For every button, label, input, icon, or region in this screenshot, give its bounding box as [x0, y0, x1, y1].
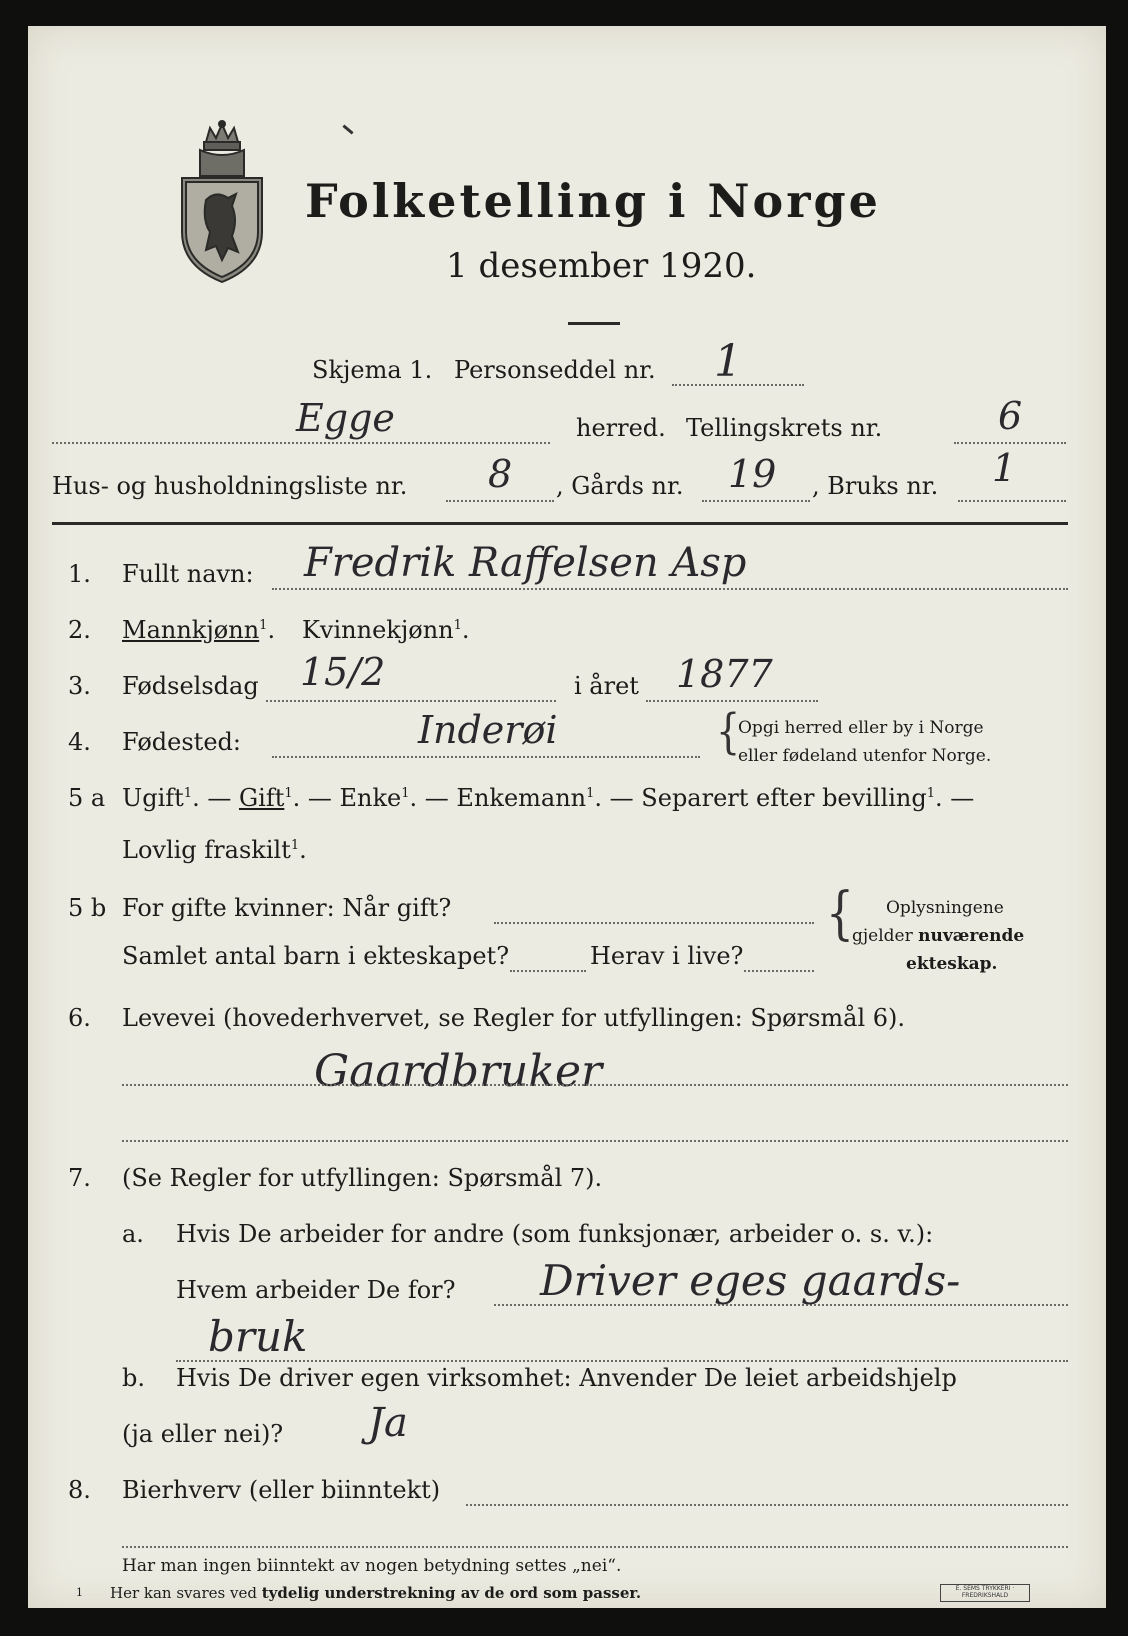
title-divider — [568, 322, 620, 325]
q6-label: Levevei (hovederhvervet, se Regler for utfyllingen: Spørsmål 6). — [122, 1004, 906, 1032]
q7-label: (Se Regler for utfyllingen: Spørsmål 7). — [122, 1164, 603, 1192]
q7a-question: Hvem arbeider De for? — [176, 1276, 456, 1304]
husliste-label: Hus- og husholdningsliste nr. — [52, 472, 408, 500]
bruks-line — [958, 500, 1066, 502]
children-alive-line — [744, 970, 814, 972]
year-line — [646, 700, 818, 702]
herred-line — [52, 442, 550, 444]
bruks-label: , Bruks nr. — [812, 472, 939, 500]
q1-line — [272, 588, 1068, 590]
q4-label: Fødested: — [122, 728, 241, 756]
printer-stamp: E. SEMS TRYKKERI · FREDRIKSHALD — [940, 1584, 1030, 1602]
tellingskrets-value[interactable]: 6 — [998, 394, 1023, 438]
q4-note-2: eller fødeland utenfor Norge. — [738, 746, 992, 766]
birthday-value[interactable]: 15/2 — [300, 650, 386, 694]
gards-value[interactable]: 19 — [728, 452, 777, 496]
q3-label: Fødselsdag — [122, 672, 259, 700]
q3-number: 3. — [68, 672, 91, 700]
birth-year-value[interactable]: 1877 — [676, 652, 773, 696]
female-label: Kvinnekjønn — [302, 616, 454, 644]
q5a-number: 5 a — [68, 784, 106, 812]
husliste-value[interactable]: 8 — [488, 452, 513, 496]
option-fraskilt-line: Lovlig fraskilt$^1$. — [122, 836, 307, 864]
personseddel-value[interactable]: 1 — [714, 336, 742, 387]
personseddel-label: Personseddel nr. — [454, 356, 656, 384]
q7b-question: (ja eller nei)? — [122, 1420, 284, 1448]
skjema-label: Skjema 1. — [312, 356, 433, 384]
q2-number: 2. — [68, 616, 91, 644]
q5b-note-2b: nuværende — [918, 926, 1025, 946]
form-title: Folketelling i Norge — [305, 174, 881, 228]
herred-label: herred. — [576, 414, 666, 442]
herred-value[interactable]: Egge — [296, 396, 395, 440]
footnote-text-bold: tydelig understrekning av de ord som passer. — [261, 1584, 642, 1602]
birthplace-line — [272, 756, 700, 758]
option-ugift[interactable]: Ugift — [122, 784, 184, 812]
sex-female-option[interactable]: Kvinnekjønn$^1$. — [302, 616, 470, 644]
q7a-text: Hvis De arbeider for andre (som funksjonær, arbeider o. s. v.): — [176, 1220, 934, 1248]
q6-number: 6. — [68, 1004, 91, 1032]
q5b-note-3: ekteskap. — [906, 954, 998, 974]
side-income-line-1 — [466, 1504, 1068, 1506]
footnote-text-before: Her kan svares ved — [110, 1584, 257, 1602]
option-enke[interactable]: Enke — [339, 784, 402, 812]
birthday-line — [266, 700, 556, 702]
q7b-letter: b. — [122, 1364, 145, 1392]
sex-male-option[interactable]: Mannkjønn$^1$. — [122, 616, 276, 644]
q7a-letter: a. — [122, 1220, 144, 1248]
option-separert[interactable]: Separert efter bevilling — [641, 784, 927, 812]
q8-number: 8. — [68, 1476, 91, 1504]
census-date: 1 desember 1920. — [446, 246, 757, 286]
brace: { — [826, 880, 854, 947]
year-label: i året — [574, 672, 639, 700]
footnote-text — [110, 1584, 641, 1602]
q1-number: 1. — [68, 560, 91, 588]
q5b-number: 5 b — [68, 894, 107, 922]
q1-label: Fullt navn: — [122, 560, 254, 588]
q7b-text: Hvis De driver egen virksomhet: Anvender De leiet arbeidshjelp — [176, 1364, 957, 1392]
q4-note-1: Opgi herred eller by i Norge — [738, 718, 984, 738]
occupation-line-1 — [122, 1084, 1068, 1086]
employer-value-1[interactable]: Driver eges gaards- — [540, 1256, 961, 1305]
q8-label: Bierhverv (eller biinntekt) — [122, 1476, 441, 1504]
married-when-line — [494, 922, 814, 924]
birthplace-value[interactable]: Inderøi — [418, 708, 558, 752]
occupation-line-2 — [122, 1140, 1068, 1142]
section-divider — [52, 522, 1068, 525]
q7-number: 7. — [68, 1164, 91, 1192]
tellingskrets-label: Tellingskrets nr. — [686, 414, 883, 442]
option-enkemann[interactable]: Enkemann — [456, 784, 587, 812]
employer-value-2[interactable]: bruk — [208, 1312, 308, 1361]
q4-number: 4. — [68, 728, 91, 756]
q5b-note-2a: gjelder — [852, 926, 913, 946]
husliste-line — [446, 500, 554, 502]
male-label: Mannkjønn — [122, 616, 260, 644]
brace: { — [716, 703, 741, 759]
q5b-note-1: Oplysningene — [886, 898, 1004, 918]
gards-label: , Gårds nr. — [556, 472, 684, 500]
norway-coat-of-arms-icon — [176, 120, 268, 286]
gards-line — [702, 500, 810, 502]
q8-note: Har man ingen biinntekt av nogen betydning settes „nei“. — [122, 1556, 622, 1576]
children-total-line — [510, 970, 586, 972]
marital-status-line: Ugift$^1$. — Gift$^1$. — Enke$^1$. — Enkemann$^1$. — Separert efter bevilling$^1$. — — [122, 784, 975, 812]
option-gift[interactable]: Gift — [238, 784, 285, 812]
option-fraskilt[interactable]: Lovlig fraskilt — [122, 836, 291, 864]
hired-help-value[interactable]: Ja — [368, 1400, 408, 1446]
q5b-line2a: Samlet antal barn i ekteskapet? — [122, 942, 510, 970]
employer-line-2 — [176, 1360, 1068, 1362]
side-income-line-2 — [122, 1546, 1068, 1548]
tellingskrets-line — [954, 442, 1066, 444]
full-name-value[interactable]: Fredrik Raffelsen Asp — [304, 540, 747, 586]
q5b-line2b: Herav i live? — [590, 942, 744, 970]
q5b-line1: For gifte kvinner: Når gift? — [122, 894, 452, 922]
occupation-value[interactable]: Gaardbruker — [314, 1046, 603, 1097]
footnote-mark: 1 — [76, 1586, 83, 1599]
bruks-value[interactable]: 1 — [992, 446, 1017, 490]
q5b-note-2 — [852, 926, 1024, 946]
